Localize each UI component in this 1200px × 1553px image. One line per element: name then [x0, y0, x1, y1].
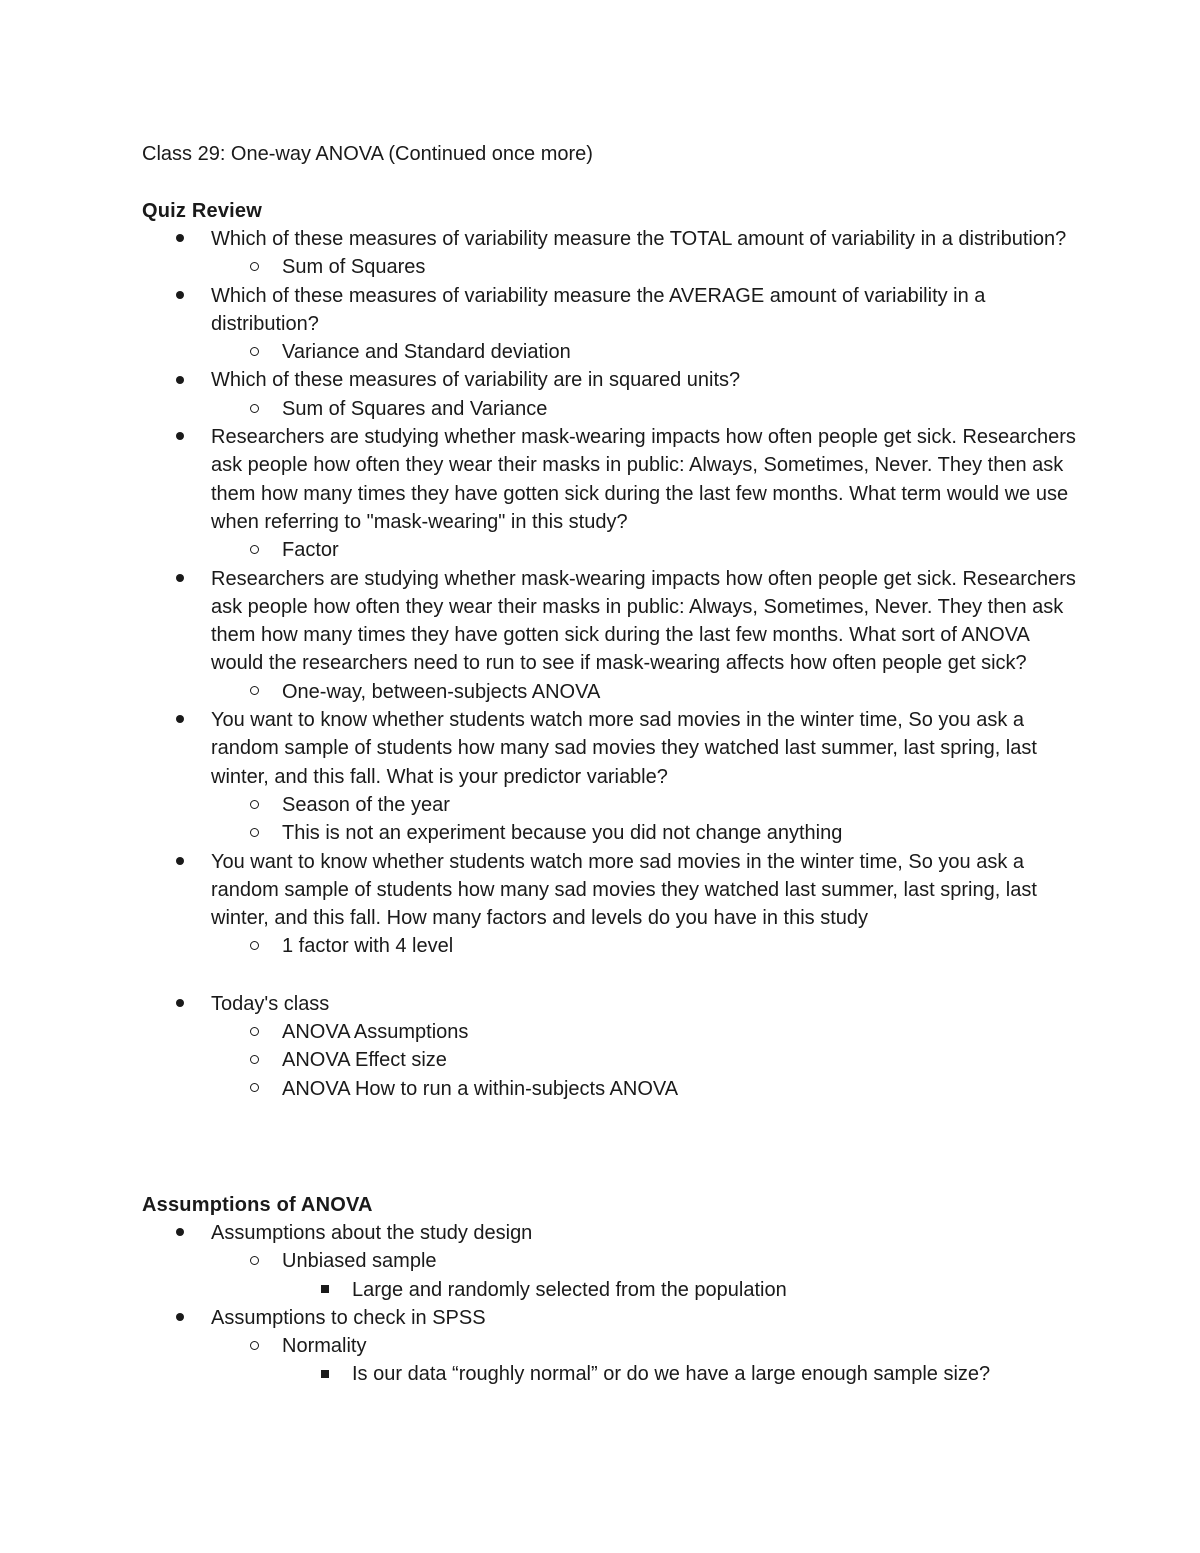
assumption-text: Assumptions to check in SPSS [211, 1306, 486, 1329]
hollow-circle-bullet-icon [250, 932, 259, 960]
list-item [142, 536, 1082, 564]
list-item [142, 282, 1082, 339]
filled-circle-bullet-icon [176, 366, 184, 394]
answer-text: Season of the year [282, 793, 450, 816]
hollow-circle-bullet-icon [250, 536, 259, 564]
topic-text: ANOVA Effect size [282, 1049, 447, 1072]
list-item [142, 395, 1082, 423]
hollow-circle-bullet-icon [250, 395, 259, 423]
list-item [142, 1075, 1082, 1103]
list-item [142, 678, 1082, 706]
topic-text: ANOVA How to run a within-subjects ANOVA [282, 1077, 679, 1100]
list-item [142, 1332, 1082, 1360]
question-text: You want to know whether students watch more sad movies in the winter time, So you ask a random sample of students how many sad movies they watched last summer, last spring, last winter, and this fall. How many factors and levels do you have in this study [211, 850, 1037, 930]
assumption-text: Assumptions about the study design [211, 1222, 533, 1244]
answer-text: Factor [282, 539, 339, 562]
question-text: Which of these measures of variability measure the AVERAGE amount of variability in a distribution? [211, 284, 986, 335]
filled-circle-bullet-icon [176, 423, 184, 451]
list-item [142, 1276, 1082, 1304]
assumption-text: Normality [282, 1335, 367, 1358]
list-item [142, 819, 1082, 847]
list-item [142, 1046, 1082, 1074]
list-item [142, 706, 1082, 791]
filled-circle-bullet-icon [176, 225, 184, 253]
list-item [142, 225, 1082, 253]
list-item [142, 565, 1082, 678]
hollow-circle-bullet-icon [250, 1247, 259, 1275]
list-item [142, 338, 1082, 366]
list-item [142, 1247, 1082, 1275]
question-text: Which of these measures of variability measure the TOTAL amount of variability in a distribution? [211, 228, 1067, 250]
hollow-circle-bullet-icon [250, 791, 259, 819]
square-bullet-icon [321, 1360, 329, 1388]
topic-text: ANOVA Assumptions [282, 1021, 469, 1044]
filled-circle-bullet-icon [176, 1219, 184, 1247]
todays-class-text: Today's class [211, 992, 330, 1015]
list-item [142, 1360, 1082, 1388]
list-item [142, 932, 1082, 960]
answer-text: This is not an experiment because you did not change anything [282, 822, 843, 845]
question-text: Researchers are studying whether mask-wearing impacts how often people get sick. Researchers ask people how often they wear their masks in public: Always, Sometimes, Never. They then ask them how many times they have gotten sick during the last few months. What sort of ANOVA would the researchers need to run to see if mask-wearing affects how often people get sick? [211, 567, 1076, 675]
list-item [142, 366, 1082, 394]
assumptions-section [142, 1191, 1082, 1389]
list-item [142, 990, 1082, 1018]
list-item [142, 1219, 1082, 1247]
hollow-circle-bullet-icon [250, 678, 259, 706]
filled-circle-bullet-icon [176, 706, 184, 734]
quiz-review-section [142, 197, 1082, 1103]
assumption-text: Is our data “roughly normal” or do we have a large enough sample size? [352, 1363, 991, 1386]
question-text: Which of these measures of variability are in squared units? [211, 369, 741, 392]
filled-circle-bullet-icon [176, 282, 184, 310]
answer-text: Sum of Squares and Variance [282, 397, 548, 420]
assumptions-heading: Assumptions of ANOVA [142, 1194, 373, 1216]
list-item [142, 423, 1082, 536]
assumptions-list [142, 1219, 1082, 1389]
answer-text: Variance and Standard deviation [282, 341, 571, 364]
list-item [142, 848, 1082, 933]
list-item [142, 1304, 1082, 1332]
assumption-text: Large and randomly selected from the population [352, 1278, 787, 1301]
filled-circle-bullet-icon [176, 565, 184, 593]
hollow-circle-bullet-icon [250, 1018, 259, 1046]
question-text: You want to know whether students watch more sad movies in the winter time, So you ask a random sample of students how many sad movies they watched last summer, last spring, last winter, and this fall. What is your predictor variable? [211, 709, 1037, 788]
square-bullet-icon [321, 1276, 329, 1304]
filled-circle-bullet-icon [176, 1304, 184, 1332]
hollow-circle-bullet-icon [250, 1332, 259, 1360]
question-text: Researchers are studying whether mask-wearing impacts how often people get sick. Researchers ask people how often they wear their masks in public: Always, Sometimes, Never. They then ask them how many times they have gotten sick during the last few months. What term would we use when referring to "mask-wearing" in this study? [211, 426, 1076, 533]
filled-circle-bullet-icon [176, 848, 184, 876]
document-title: Class 29: One-way ANOVA (Continued once more) [142, 143, 593, 165]
answer-text: 1 factor with 4 level [282, 935, 454, 958]
quiz-review-heading: Quiz Review [142, 200, 263, 222]
answer-text: One-way, between-subjects ANOVA [282, 680, 601, 703]
hollow-circle-bullet-icon [250, 253, 259, 281]
filled-circle-bullet-icon [176, 990, 184, 1018]
assumption-text: Unbiased sample [282, 1250, 437, 1273]
hollow-circle-bullet-icon [250, 1075, 259, 1103]
hollow-circle-bullet-icon [250, 338, 259, 366]
quiz-review-list [142, 225, 1082, 1103]
answer-text: Sum of Squares [282, 256, 426, 279]
hollow-circle-bullet-icon [250, 819, 259, 847]
list-item [142, 1018, 1082, 1046]
list-item [142, 791, 1082, 819]
hollow-circle-bullet-icon [250, 1046, 259, 1074]
list-item [142, 253, 1082, 281]
blank-line [142, 961, 1082, 990]
